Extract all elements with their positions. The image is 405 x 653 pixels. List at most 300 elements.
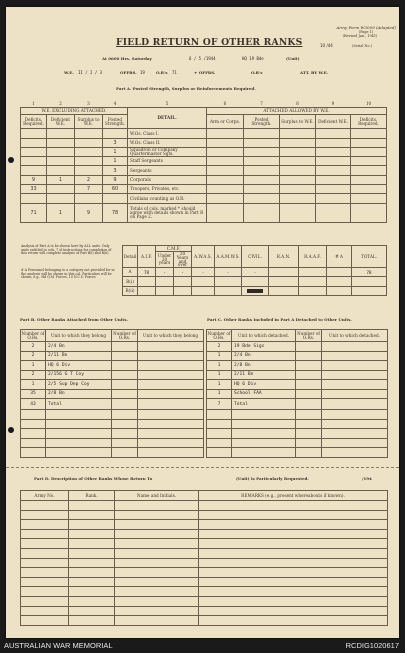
empty-cell bbox=[115, 548, 199, 558]
redaction-block bbox=[247, 289, 263, 293]
part-a-cell bbox=[75, 166, 103, 175]
archive-id: RCDIG1020617 bbox=[345, 641, 399, 650]
total-row bbox=[21, 399, 204, 410]
detail-header: DETAIL. bbox=[128, 108, 207, 129]
row-count: 1 bbox=[207, 389, 232, 399]
part-a-cell bbox=[21, 157, 47, 166]
we-value: II / 2 / 3 bbox=[78, 70, 103, 75]
table-row bbox=[207, 380, 388, 390]
attached-allowed-header: ATTACHED ALLOWED BY W.E. bbox=[207, 108, 387, 115]
empty-row bbox=[21, 448, 204, 458]
part-d-title-b: (Unit) is Particularly Requested. bbox=[236, 476, 309, 481]
row-count-2 bbox=[112, 370, 138, 380]
part-a-cell bbox=[351, 129, 387, 138]
army-form-label: Army Form W3009 (Adapted) bbox=[336, 25, 396, 30]
row-unit-2 bbox=[138, 370, 204, 380]
empty-cell bbox=[46, 419, 112, 429]
raaf-head: R.A.A.F. bbox=[299, 246, 327, 268]
empty-cell bbox=[21, 448, 46, 458]
fold-line bbox=[6, 467, 399, 468]
part-a-cell bbox=[316, 138, 351, 147]
part-a-cell bbox=[280, 166, 316, 175]
awas-head: A.W.A.S. bbox=[192, 246, 215, 268]
row-count: 1 bbox=[207, 351, 232, 361]
part-a-cell bbox=[75, 157, 103, 166]
row-count-2 bbox=[112, 389, 138, 399]
analysis-cell: - bbox=[215, 268, 242, 277]
empty-cell bbox=[69, 501, 115, 511]
empty-cell bbox=[69, 558, 115, 568]
part-a-row bbox=[21, 166, 387, 175]
part-a-cell bbox=[244, 185, 280, 194]
empty-cell bbox=[21, 410, 46, 420]
surplus-we-head-right: Surplus to W.E. bbox=[280, 115, 316, 129]
civil-head: CIVIL. bbox=[242, 246, 269, 268]
row-unit-2 bbox=[138, 389, 204, 399]
empty-cell bbox=[199, 510, 388, 520]
part-c-num-head-2: Number of O.Rs. bbox=[297, 330, 320, 340]
empty-cell bbox=[21, 577, 69, 587]
posted-strength-head: Posted Strength. bbox=[103, 115, 128, 129]
empty-cell bbox=[199, 606, 388, 616]
part-a-cell bbox=[316, 157, 351, 166]
empty-cell bbox=[207, 410, 232, 420]
part-a-cell bbox=[207, 166, 244, 175]
analysis-cell: - bbox=[192, 268, 215, 277]
empty-cell bbox=[115, 529, 199, 539]
part-a-cell bbox=[244, 175, 280, 184]
deficient-we-head-right: Deficient W.E. bbox=[316, 115, 351, 129]
we-excluding-header: W.E. EXCLUDING ATTACHED. bbox=[21, 108, 128, 115]
part-a-cell bbox=[207, 185, 244, 194]
empty-cell bbox=[232, 438, 296, 448]
part-a-cell bbox=[280, 157, 316, 166]
part-a-cell bbox=[75, 147, 103, 156]
row-count-2 bbox=[296, 361, 322, 371]
row-count-2 bbox=[112, 361, 138, 371]
empty-cell bbox=[322, 448, 388, 458]
empty-cell bbox=[199, 539, 388, 549]
empty-cell bbox=[21, 616, 69, 626]
col-number: 8 bbox=[296, 100, 299, 106]
part-a-cell bbox=[75, 194, 103, 203]
empty-cell bbox=[199, 616, 388, 626]
punch-hole bbox=[8, 157, 14, 163]
analysis-table bbox=[122, 245, 386, 296]
empty-cell bbox=[46, 429, 112, 439]
part-a-cell: 71 bbox=[21, 203, 47, 222]
table-row bbox=[207, 370, 388, 380]
empty-cell bbox=[21, 539, 69, 549]
empty-row bbox=[207, 429, 388, 439]
part-a-cell bbox=[207, 203, 244, 222]
col-number: 6 bbox=[223, 100, 227, 106]
col-number: 3 bbox=[87, 100, 90, 106]
total-count: 43 bbox=[21, 399, 46, 410]
part-a-cell bbox=[316, 203, 351, 222]
part-a-cell bbox=[207, 194, 244, 203]
ran-head: R.A.N. bbox=[269, 246, 299, 268]
empty-cell bbox=[232, 419, 296, 429]
plus-offrs-label: + OFFRS. bbox=[194, 70, 216, 75]
empty-cell bbox=[69, 568, 115, 578]
hash-a-head: # A bbox=[327, 246, 352, 268]
analysis-cell: 78 bbox=[138, 268, 156, 277]
empty-cell bbox=[322, 410, 388, 420]
row-count: 35 bbox=[21, 389, 46, 399]
empty-cell bbox=[199, 529, 388, 539]
part-a-cell: 2 bbox=[75, 175, 103, 184]
empty-cell bbox=[69, 539, 115, 549]
table-row bbox=[21, 370, 204, 380]
row-unit-2 bbox=[138, 361, 204, 371]
part-d-row bbox=[21, 558, 388, 568]
part-d-row bbox=[21, 529, 388, 539]
part-a-title: Part A. Posted Strength, Surplus or Reinforcements Required. bbox=[116, 86, 256, 91]
row-count-2 bbox=[296, 342, 322, 352]
row-count: 2 bbox=[21, 370, 46, 380]
empty-cell bbox=[21, 419, 46, 429]
table-row bbox=[207, 342, 388, 352]
part-d-row bbox=[21, 616, 388, 626]
part-a-cell bbox=[244, 157, 280, 166]
empty-cell bbox=[69, 520, 115, 530]
col-number: 9 bbox=[331, 100, 335, 106]
part-a-cell bbox=[47, 129, 75, 138]
row-unit-2 bbox=[138, 399, 204, 410]
empty-cell bbox=[112, 410, 138, 420]
empty-cell bbox=[296, 419, 322, 429]
part-a-cell bbox=[21, 194, 47, 203]
part-a-cell bbox=[351, 157, 387, 166]
row-unit-2 bbox=[138, 342, 204, 352]
row-unit: 2/8 Bn bbox=[232, 361, 296, 371]
col-number: 7 bbox=[260, 100, 263, 106]
analysis-cell: - bbox=[174, 268, 192, 277]
empty-cell bbox=[21, 558, 69, 568]
empty-cell bbox=[207, 438, 232, 448]
empty-cell bbox=[199, 520, 388, 530]
total-row bbox=[207, 399, 388, 410]
row-unit-2 bbox=[322, 370, 388, 380]
analysis-detail-head: Detail bbox=[123, 246, 138, 268]
part-a-cell: 78 bbox=[103, 203, 128, 222]
row-unit: 2/8 Bn bbox=[46, 389, 112, 399]
time-label: At 0600 Hrs. Saturday bbox=[102, 56, 152, 61]
col-number: 1 bbox=[32, 100, 35, 106]
empty-cell bbox=[199, 577, 388, 587]
army-no-head: Army No. bbox=[21, 491, 69, 501]
cmf-head: C.M.F. bbox=[156, 246, 192, 252]
part-a-cell bbox=[316, 129, 351, 138]
row-count-2 bbox=[296, 380, 322, 390]
unit-label: (Unit) bbox=[286, 56, 300, 61]
part-c-title: Part C. Other Ranks Included in Part A Detached to Other Units. bbox=[207, 317, 352, 322]
empty-cell bbox=[69, 548, 115, 558]
part-a-row bbox=[21, 138, 387, 147]
row-unit: School FAA bbox=[232, 389, 296, 399]
empty-row bbox=[21, 438, 204, 448]
row-unit-2 bbox=[322, 361, 388, 371]
ors-value: 71 bbox=[172, 70, 177, 75]
part-a-detail: W.Os. Class I. bbox=[128, 129, 207, 138]
empty-cell bbox=[115, 568, 199, 578]
row-unit-2 bbox=[138, 380, 204, 390]
row-count-2 bbox=[296, 389, 322, 399]
empty-cell bbox=[115, 520, 199, 530]
table-row bbox=[21, 351, 204, 361]
row-count-2 bbox=[112, 342, 138, 352]
empty-cell bbox=[115, 558, 199, 568]
aif-head: A.I.F. bbox=[138, 246, 156, 268]
part-a-detail: Sergeants bbox=[128, 166, 207, 175]
return-date: 6 / 5 /1944 bbox=[189, 56, 216, 61]
empty-cell bbox=[296, 429, 322, 439]
we-label: W.E. bbox=[64, 70, 74, 75]
row-unit: HQ 6 Div bbox=[46, 361, 112, 371]
part-a-row bbox=[21, 147, 387, 156]
rank-head: Rank. bbox=[69, 491, 115, 501]
empty-cell bbox=[21, 429, 46, 439]
row-unit: 2/4 Bn bbox=[46, 342, 112, 352]
empty-cell bbox=[138, 419, 204, 429]
empty-cell bbox=[138, 438, 204, 448]
part-a-cell bbox=[351, 138, 387, 147]
archive-footer bbox=[0, 639, 405, 653]
part-a-row bbox=[21, 203, 387, 222]
part-a-detail: Squadron or Company Quartermaster Sgts. bbox=[128, 147, 207, 156]
part-a-cell bbox=[47, 157, 75, 166]
part-a-cell: 1 bbox=[47, 203, 75, 222]
empty-cell bbox=[21, 520, 69, 530]
row-unit: 19 Bde Sigs bbox=[232, 342, 296, 352]
row-unit: 2/11 Bn bbox=[232, 370, 296, 380]
part-a-cell bbox=[351, 194, 387, 203]
empty-cell bbox=[138, 429, 204, 439]
part-a-cell bbox=[207, 147, 244, 156]
empty-cell bbox=[232, 410, 296, 420]
analysis-note-1: Analysis of Part A to be shown here by ALL units. Only units entitled to cols. 7 of instructions for completion of this return will complete analysis of Part B(i) and B(ii). bbox=[21, 244, 112, 256]
empty-cell bbox=[199, 548, 388, 558]
form-title: FIELD RETURN OF OTHER RANKS bbox=[116, 37, 303, 48]
empty-cell bbox=[115, 510, 199, 520]
part-a-row bbox=[21, 185, 387, 194]
part-a-cell bbox=[244, 203, 280, 222]
total-label: Total bbox=[232, 399, 296, 410]
empty-cell bbox=[115, 606, 199, 616]
part-a-cell bbox=[207, 138, 244, 147]
arm-corps-head: Arm or Corps. bbox=[207, 115, 244, 129]
table-row bbox=[207, 389, 388, 399]
part-a-detail: Totals of cols. marked * should agree with details shown in Part B on Page 2. bbox=[128, 203, 207, 222]
analysis-cell bbox=[269, 268, 299, 277]
revised-label: (Revised Jan., 1941) bbox=[342, 34, 378, 38]
part-a-cell bbox=[316, 175, 351, 184]
empty-cell bbox=[199, 558, 388, 568]
part-a-cell bbox=[21, 129, 47, 138]
name-head: Name and Initials. bbox=[115, 491, 199, 501]
part-a-cell bbox=[351, 185, 387, 194]
part-a-cell bbox=[21, 138, 47, 147]
part-a-cell bbox=[280, 185, 316, 194]
part-a-cell bbox=[316, 147, 351, 156]
part-a-cell bbox=[316, 185, 351, 194]
empty-row bbox=[21, 419, 204, 429]
part-a-cell bbox=[280, 203, 316, 222]
page-label: (Page 1) bbox=[358, 30, 374, 34]
part-d-row bbox=[21, 510, 388, 520]
empty-cell bbox=[115, 596, 199, 606]
row-count: 1 bbox=[207, 361, 232, 371]
part-a-cell bbox=[207, 175, 244, 184]
empty-cell bbox=[296, 438, 322, 448]
total-head: TOTAL. bbox=[352, 246, 387, 268]
part-b-num-head-2: Number of O.Rs. bbox=[113, 330, 136, 340]
analysis-row-label: B(ii) bbox=[123, 286, 138, 295]
empty-cell bbox=[112, 438, 138, 448]
analysis-note-2: # A Personnel belonging to a category not provided for in the analysis will be shown in this col. Particulars will be shown, e.g., Hd Q.M. Forces, 10 N.C.S. Forces bbox=[21, 268, 115, 280]
part-c-num-head: Number of O.Rs. bbox=[207, 330, 231, 340]
row-unit-2 bbox=[322, 351, 388, 361]
offrs-label: OFFRS. bbox=[120, 70, 137, 75]
empty-cell bbox=[207, 419, 232, 429]
empty-cell bbox=[322, 419, 388, 429]
part-d-table bbox=[20, 490, 387, 626]
form-page bbox=[6, 7, 399, 638]
part-a-cell bbox=[244, 147, 280, 156]
table-row bbox=[21, 342, 204, 352]
part-a-cell bbox=[351, 166, 387, 175]
part-a-row bbox=[21, 194, 387, 203]
part-c-unit-head: Unit to which detached. bbox=[232, 330, 296, 342]
part-a-cell bbox=[75, 138, 103, 147]
part-a-cell: 9 bbox=[103, 175, 128, 184]
empty-cell bbox=[296, 410, 322, 420]
deficits-required-head: Deficits. Required. bbox=[21, 115, 47, 129]
serial-number: 10 /44 bbox=[320, 43, 333, 48]
empty-cell bbox=[322, 429, 388, 439]
offrs-value: 19 bbox=[140, 70, 145, 75]
total-count: 7 bbox=[207, 399, 232, 410]
row-count-2 bbox=[112, 380, 138, 390]
row-count: 1 bbox=[21, 380, 46, 390]
part-d-row bbox=[21, 587, 388, 597]
part-a-cell: 1 bbox=[103, 157, 128, 166]
empty-cell bbox=[21, 438, 46, 448]
row-unit: 2/11 Bn bbox=[46, 351, 112, 361]
empty-row bbox=[207, 419, 388, 429]
part-a-cell bbox=[280, 138, 316, 147]
analysis-row-label: B(i) bbox=[123, 277, 138, 286]
part-a-detail: Civilians counting as O.R. bbox=[128, 194, 207, 203]
analysis-row-a bbox=[123, 268, 387, 277]
part-a-cell bbox=[351, 203, 387, 222]
part-a-cell: 1 bbox=[103, 147, 128, 156]
part-a-cell: 7 bbox=[75, 185, 103, 194]
empty-cell bbox=[69, 616, 115, 626]
ors-label: O.R's bbox=[156, 70, 168, 75]
table-row bbox=[21, 361, 204, 371]
part-a-table bbox=[20, 99, 386, 223]
empty-cell bbox=[199, 587, 388, 597]
analysis-total: 78 bbox=[352, 268, 387, 277]
empty-cell bbox=[138, 448, 204, 458]
part-c-table bbox=[206, 329, 387, 458]
punch-hole bbox=[8, 427, 14, 433]
part-a-detail: Corporals bbox=[128, 175, 207, 184]
part-a-cell: 33 bbox=[21, 185, 47, 194]
empty-cell bbox=[69, 529, 115, 539]
remarks-head: REMARKS (e.g., present whereabouts if known). bbox=[199, 491, 388, 501]
part-a-cell bbox=[103, 194, 128, 203]
analysis-cell: - bbox=[242, 268, 269, 277]
part-a-cell bbox=[351, 147, 387, 156]
part-d-title-c: /194 bbox=[362, 476, 372, 481]
part-a-detail: Troopers, Privates, etc. bbox=[128, 185, 207, 194]
part-a-cell: 3 bbox=[103, 166, 128, 175]
col-number: 10 bbox=[365, 100, 372, 106]
part-d-row bbox=[21, 606, 388, 616]
part-a-detail: W.Os. Class II. bbox=[128, 138, 207, 147]
row-count-2 bbox=[296, 351, 322, 361]
empty-cell bbox=[115, 616, 199, 626]
row-unit: HQ 6 Div bbox=[232, 380, 296, 390]
part-a-cell bbox=[316, 194, 351, 203]
part-a-cell: 3 bbox=[103, 138, 128, 147]
row-unit: 2/156 G T Coy bbox=[46, 370, 112, 380]
part-a-cell bbox=[280, 175, 316, 184]
empty-cell bbox=[69, 577, 115, 587]
part-a-cell: 1 bbox=[47, 175, 75, 184]
part-b-unit-head-2: Unit to which they belong bbox=[138, 330, 204, 342]
table-row bbox=[207, 351, 388, 361]
table-row bbox=[21, 380, 204, 390]
empty-cell bbox=[46, 448, 112, 458]
empty-cell bbox=[199, 568, 388, 578]
row-count-2 bbox=[296, 370, 322, 380]
analysis-cell: - bbox=[156, 268, 174, 277]
surplus-we-head: Surplus to W.E. bbox=[75, 115, 103, 129]
column-number-row bbox=[21, 99, 387, 108]
empty-cell bbox=[296, 448, 322, 458]
empty-cell bbox=[21, 548, 69, 558]
serial-label: (Serial No.) bbox=[352, 44, 372, 48]
col-number: 4 bbox=[113, 100, 117, 106]
part-a-cell bbox=[103, 129, 128, 138]
ors-label-2: O.R's bbox=[251, 70, 263, 75]
part-a-cell bbox=[47, 185, 75, 194]
empty-cell bbox=[138, 410, 204, 420]
part-a-cell bbox=[75, 129, 103, 138]
empty-cell bbox=[21, 510, 69, 520]
empty-cell bbox=[69, 510, 115, 520]
empty-cell bbox=[199, 501, 388, 511]
row-count: 2 bbox=[21, 351, 46, 361]
part-a-cell bbox=[244, 166, 280, 175]
archive-name: AUSTRALIAN WAR MEMORIAL bbox=[4, 641, 113, 650]
empty-cell bbox=[232, 429, 296, 439]
part-a-cell: 9 bbox=[75, 203, 103, 222]
part-a-cell bbox=[280, 147, 316, 156]
col-number: 2 bbox=[59, 100, 62, 106]
row-unit-2 bbox=[138, 351, 204, 361]
empty-cell bbox=[115, 501, 199, 511]
empty-cell bbox=[21, 606, 69, 616]
part-b-title: Part B. Other Ranks Attached from Other Units. bbox=[20, 317, 128, 322]
empty-cell bbox=[115, 577, 199, 587]
empty-row bbox=[207, 438, 388, 448]
part-a-cell bbox=[351, 175, 387, 184]
